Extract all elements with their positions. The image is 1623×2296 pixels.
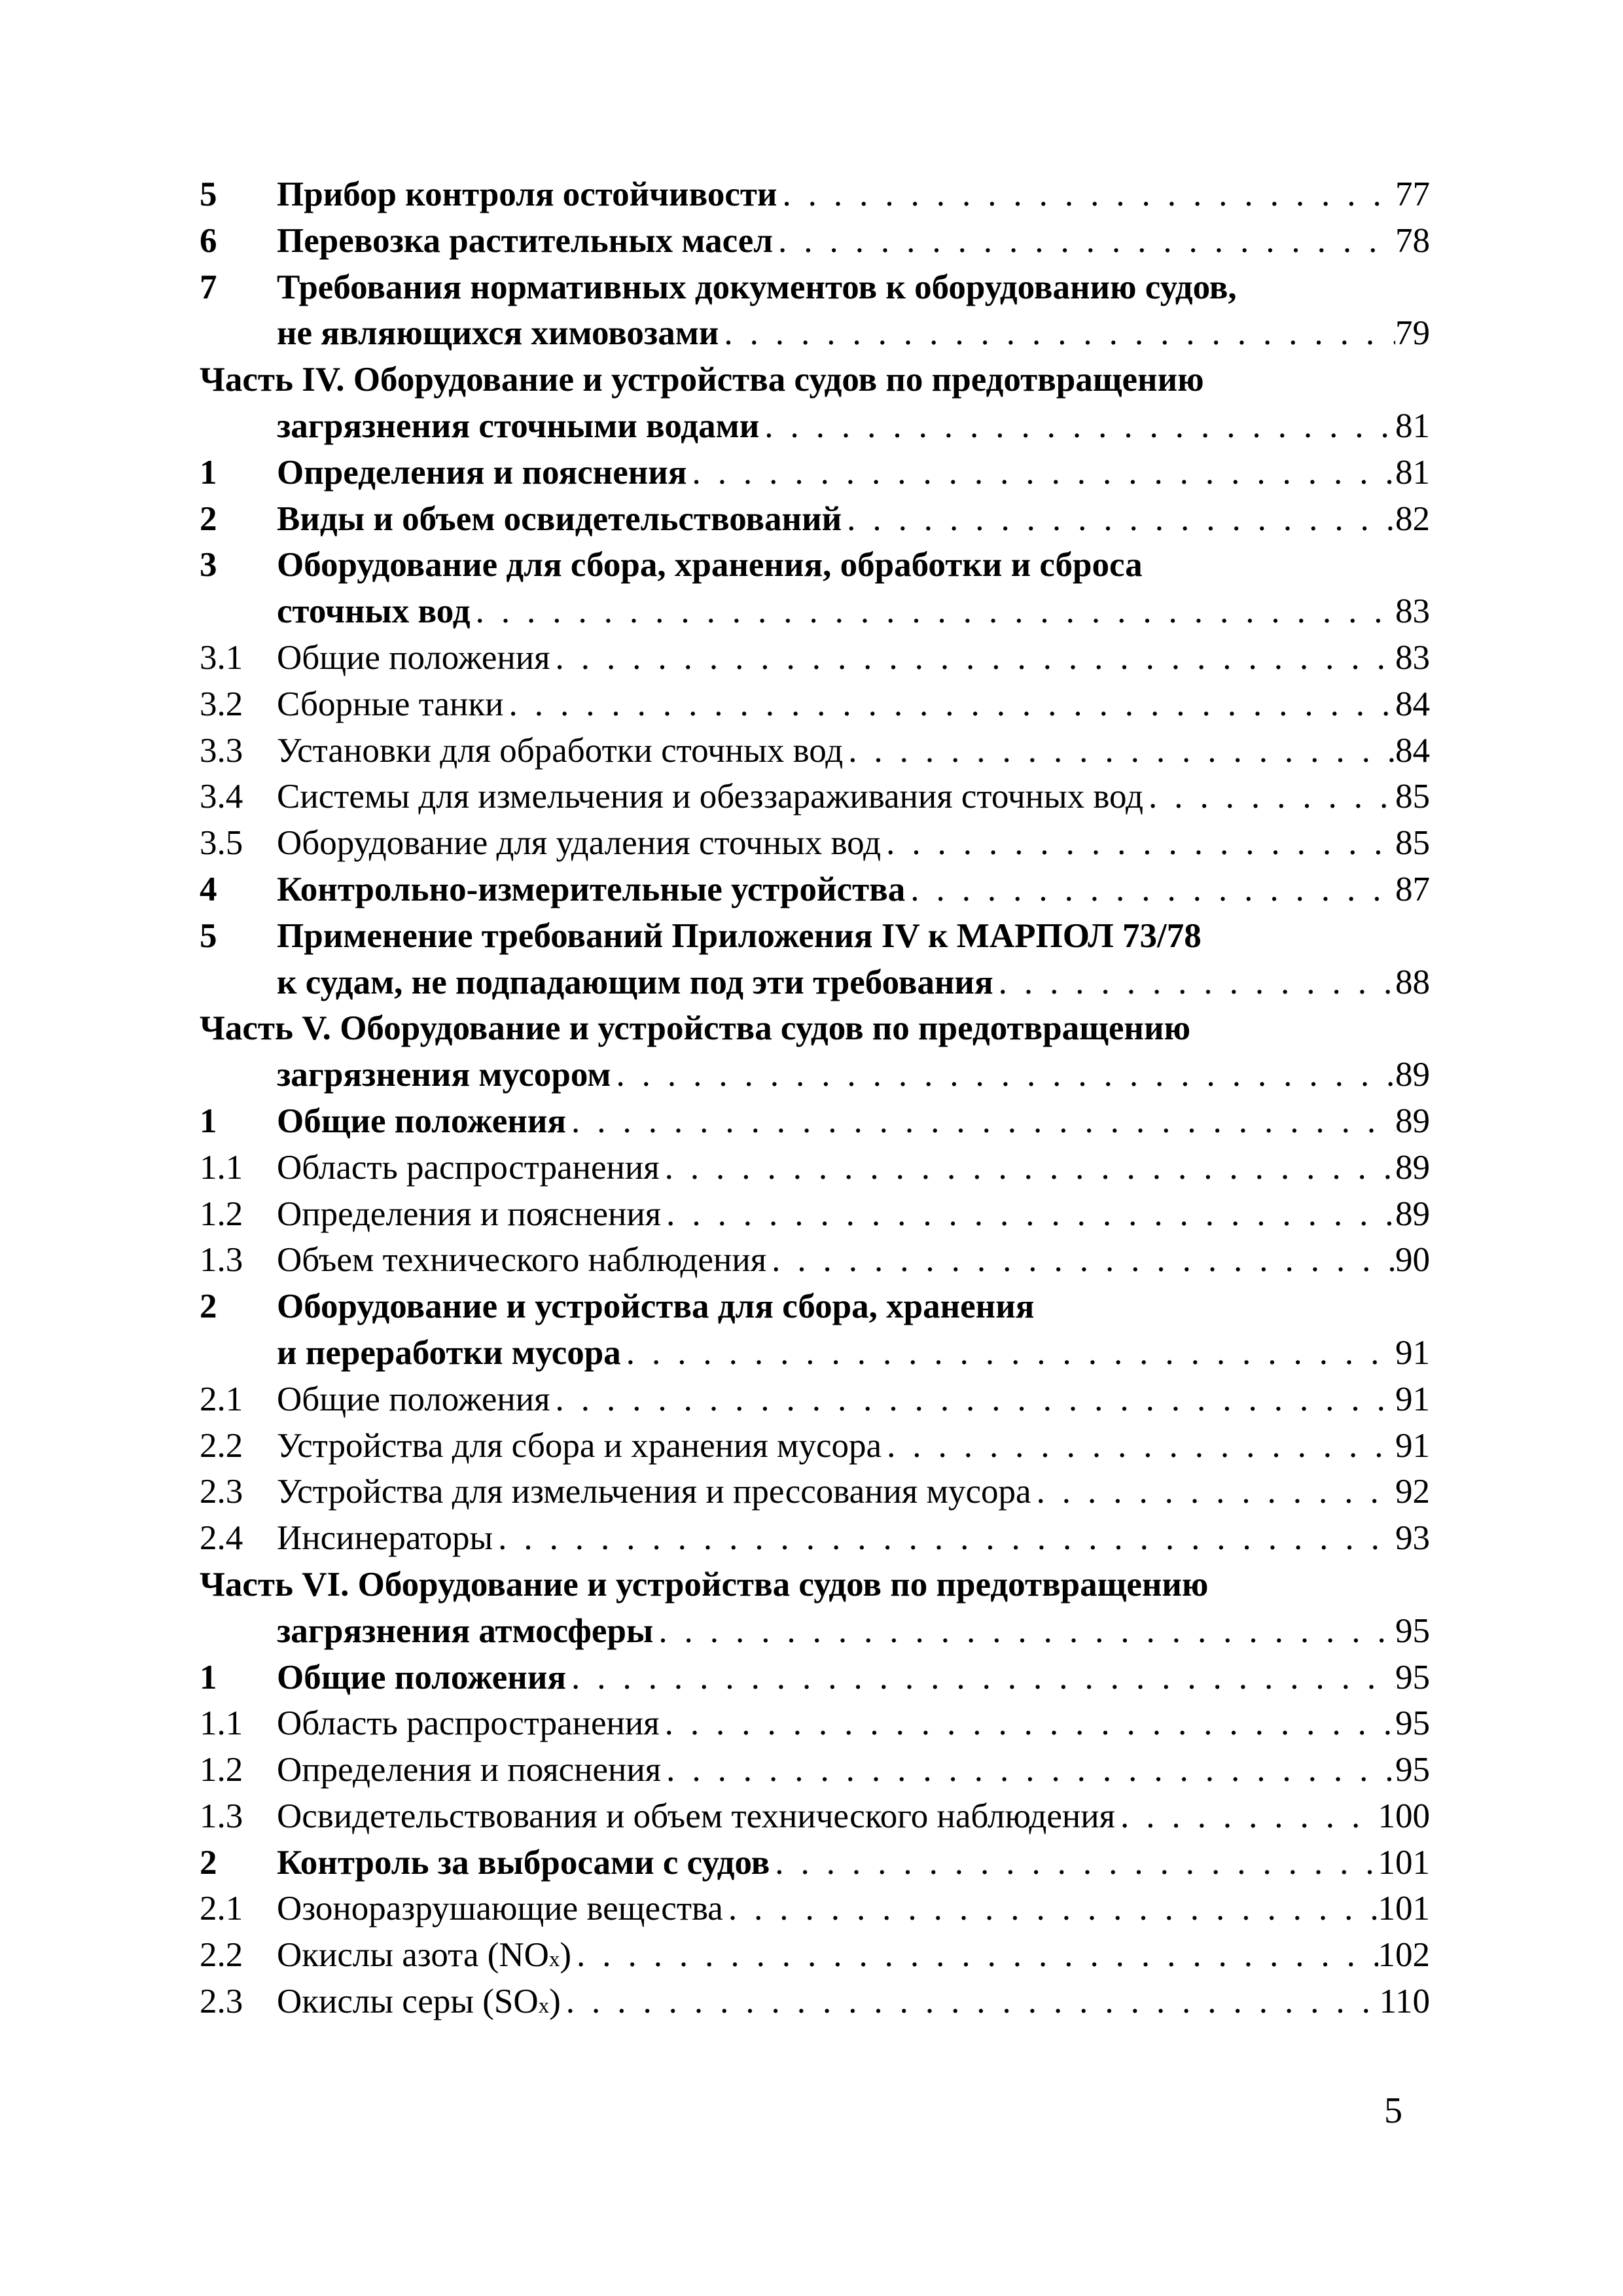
toc-entry [200,867,1430,913]
dot-leader [504,681,1395,728]
toc-page-number: 90 [1395,1241,1430,1280]
toc-entry [200,728,1430,774]
toc-page-number: 101 [1378,1890,1430,1928]
toc-entry-title: Окислы азота (NO [277,1936,549,1975]
toc-page-number: 89 [1395,1148,1430,1187]
toc-entry-title: Оборудование и устройства для сбора, хранения [277,1287,1035,1326]
toc-page-number: 95 [1395,1751,1430,1789]
toc-entry-title: Оборудование для удаления сточных вод [277,824,882,863]
dot-leader [1031,1469,1395,1515]
toc-entry-number: 2.1 [200,1380,243,1418]
toc-entry-number: 1 [200,453,217,492]
toc-entry-title: Общие положения [277,1102,567,1140]
toc-entry-number: 1.2 [200,1751,243,1789]
dot-leader [723,1886,1378,1932]
toc-entry-title-continued: сточных вод [277,592,471,631]
toc-entry-title-end: ) [549,1982,561,2021]
toc-entry [200,171,1430,218]
toc-entry [200,496,1430,543]
dot-leader [842,496,1395,543]
dot-leader [611,1052,1395,1098]
toc-page-number: 79 [1395,314,1430,353]
toc-entry-number: 2 [200,1843,217,1882]
toc-entry [200,820,1430,867]
toc-entry-number: 3.5 [200,824,243,863]
dot-leader [687,450,1395,496]
toc-page-number: 95 [1395,1611,1430,1650]
toc-entry-number: 7 [200,268,217,306]
toc-page-number: 91 [1395,1333,1430,1372]
toc-entry-number: 6 [200,221,217,260]
toc-entry [200,1886,1430,1932]
toc-page-number: 93 [1395,1519,1430,1558]
toc-entry-number: 2.2 [200,1936,243,1975]
toc-page-number: 77 [1395,175,1430,213]
dot-leader [759,403,1395,450]
toc-entry-title-continued: загрязнения мусором [277,1056,611,1094]
toc-entry-number: 1.3 [200,1797,243,1835]
toc-entry-number: 3.4 [200,778,243,816]
toc-entry-title: Объем технического наблюдения [277,1241,767,1280]
toc-entry-number: 3 [200,546,217,584]
dot-leader [993,960,1395,1006]
toc-entry-title: Область распространения [277,1148,660,1187]
table-of-contents [200,171,1430,2025]
dot-leader [621,1330,1395,1376]
toc-page-number: 89 [1395,1194,1430,1233]
toc-page-number: 85 [1395,778,1430,816]
toc-entry-title: Определения и пояснения [277,1194,662,1233]
dot-leader [550,1376,1395,1423]
toc-entry-title: Определения и пояснения [277,1751,662,1789]
toc-entry-number: 2.4 [200,1519,243,1558]
dot-leader [653,1608,1395,1655]
toc-entry-title-continued: не являющихся химовозами [277,314,719,353]
toc-entry [200,1562,1430,1655]
toc-entry-number: 1.1 [200,1704,243,1743]
toc-entry-title: Оборудование и устройства судов по предотвращению [357,1565,1209,1604]
toc-entry-title: Устройства для измельчения и прессования мусора [277,1473,1031,1511]
toc-entry-title-continued: к судам, не подпадающим под эти требования [277,963,993,1001]
toc-entry-title: Сборные танки [277,685,504,723]
toc-page-number: 85 [1395,824,1430,863]
toc-entry [200,1423,1430,1469]
toc-entry-title: Оборудование для сбора, хранения, обработки и сброса [277,546,1143,584]
toc-page-number: 88 [1395,963,1430,1001]
toc-page-number: 87 [1395,870,1430,908]
dot-leader [661,1747,1395,1793]
toc-page-number: 95 [1395,1704,1430,1743]
dot-leader [571,1932,1378,1979]
toc-entry [200,635,1430,681]
dot-leader [660,1145,1395,1191]
toc-entry-title: Окислы серы (SO [277,1982,539,2021]
toc-entry-title: Озоноразрушающие вещества [277,1890,723,1928]
toc-entry-title: Устройства для сбора и хранения мусора [277,1426,882,1465]
toc-entry-title: Контрольно-измерительные устройства [277,870,906,908]
toc-part-label: Часть V. [200,1009,331,1048]
toc-page-number: 100 [1378,1797,1430,1835]
toc-page-number: 83 [1395,638,1430,677]
toc-entry [200,1145,1430,1191]
toc-entry-title-continued: и переработки мусора [277,1333,621,1372]
toc-entry-number: 2 [200,1287,217,1326]
toc-entry: 2.2 Окислы азота (NO x ) . . . 102 [200,1932,1430,1979]
toc-entry-title-continued: загрязнения атмосферы [277,1611,654,1650]
toc-entry [200,264,1430,357]
dot-leader [660,1700,1395,1747]
toc-entry-title-continued: загрязнения сточными водами [277,406,760,445]
toc-page-number: 102 [1378,1936,1430,1975]
dot-leader [493,1515,1395,1562]
dot-leader [770,1840,1378,1886]
dot-leader [1115,1793,1378,1840]
toc-entry-number: 1 [200,1102,217,1140]
toc-entry [200,1469,1430,1515]
toc-entry-number: 2.2 [200,1426,243,1465]
dot-leader [471,588,1395,635]
toc-page-number: 81 [1395,453,1430,492]
toc-entry-title: Требования нормативных документов к оборудованию судов, [277,268,1237,306]
dot-leader [1143,774,1395,820]
toc-page-number: 81 [1395,406,1430,445]
toc-page-number: 84 [1395,731,1430,770]
dot-leader [905,867,1395,913]
toc-entry-number: 1.1 [200,1148,243,1187]
toc-entry-title: Область распространения [277,1704,660,1743]
toc-page-number: 101 [1378,1843,1430,1882]
toc-entry [200,1005,1430,1098]
toc-page-number: 91 [1395,1426,1430,1465]
toc-page-number: 89 [1395,1056,1430,1094]
toc-entry-title: Применение требований Приложения IV к МАРПОЛ 73/78 [277,916,1202,955]
toc-entry [200,1191,1430,1238]
dot-leader [561,1979,1380,2025]
dot-leader [777,171,1395,218]
toc-entry-title: Прибор контроля остойчивости [277,175,777,213]
toc-entry [200,1376,1430,1423]
toc-entry-number: 2.3 [200,1473,243,1511]
toc-entry-title: Общие положения [277,1658,567,1696]
toc-entry [200,681,1430,728]
dot-leader [719,310,1395,357]
toc-page-number: 82 [1395,499,1430,538]
toc-entry-number: 3.1 [200,638,243,677]
toc-entry-title: Общие положения [277,1380,550,1418]
toc-entry-number: 3.3 [200,731,243,770]
toc-entry-title: Системы для измельчения и обеззараживания сточных вод [277,778,1143,816]
toc-entry [200,357,1430,450]
dot-leader [773,218,1395,264]
toc-entry-number: 3.2 [200,685,243,723]
dot-leader [881,820,1395,867]
toc-page-number: 89 [1395,1102,1430,1140]
toc-entry-title: Перевозка растительных масел [277,221,774,260]
toc-part-label: Часть IV. [200,361,345,399]
toc-entry [200,1515,1430,1562]
toc-entry-title: Оборудование и устройства судов по предотвращению [353,361,1204,399]
toc-entry-title-end: ) [560,1936,572,1975]
toc-entry [200,218,1430,264]
toc-entry-title: Виды и объем освидетельствований [277,499,842,538]
toc-entry-title: Общие положения [277,638,550,677]
toc-entry [200,1793,1430,1840]
toc-entry-title: Инсинераторы [277,1519,493,1558]
toc-entry [200,774,1430,820]
toc-part-label: Часть VI. [200,1565,349,1604]
dot-leader [566,1655,1395,1701]
toc-entry [200,1098,1430,1145]
toc-entry: 2.3 Окислы серы (SO x ) . . . 110 [200,1979,1430,2025]
toc-entry [200,1655,1430,1701]
page-number: 5 [1384,2090,1402,2131]
toc-entry [200,1283,1430,1376]
toc-entry-number: 5 [200,175,217,213]
toc-page-number: 84 [1395,685,1430,723]
toc-entry [200,450,1430,496]
toc-entry-title: Установки для обработки сточных вод [277,731,844,770]
toc-entry-number: 1.3 [200,1241,243,1280]
toc-entry-title: Определения и пояснения [277,453,687,492]
toc-entry [200,1747,1430,1793]
dot-leader [661,1191,1395,1238]
toc-page-number: 83 [1395,592,1430,631]
toc-page-number: 78 [1395,221,1430,260]
toc-entry [200,1237,1430,1283]
dot-leader [566,1098,1395,1145]
dot-leader [882,1423,1395,1469]
toc-page-number: 91 [1395,1380,1430,1418]
dot-leader [843,728,1395,774]
toc-entry-number: 1.2 [200,1194,243,1233]
toc-entry-title: Освидетельствования и объем технического наблюдения [277,1797,1115,1835]
toc-entry-number: 1 [200,1658,217,1696]
dot-leader [766,1237,1395,1283]
toc-entry [200,1840,1430,1886]
toc-entry-title: Контроль за выбросами с судов [277,1843,770,1882]
toc-entry-number: 5 [200,916,217,955]
toc-entry [200,1700,1430,1747]
toc-entry-number: 2.1 [200,1890,243,1928]
toc-entry [200,542,1430,635]
dot-leader [550,635,1395,681]
toc-page-number: 92 [1395,1473,1430,1511]
toc-page-number: 110 [1379,1982,1430,2021]
toc-entry-number: 2.3 [200,1982,243,2021]
toc-entry-title: Оборудование и устройства судов по предотвращению [340,1009,1190,1048]
toc-entry [200,913,1430,1006]
toc-entry-number: 2 [200,499,217,538]
toc-entry-number: 4 [200,870,217,908]
toc-page-number: 95 [1395,1658,1430,1696]
